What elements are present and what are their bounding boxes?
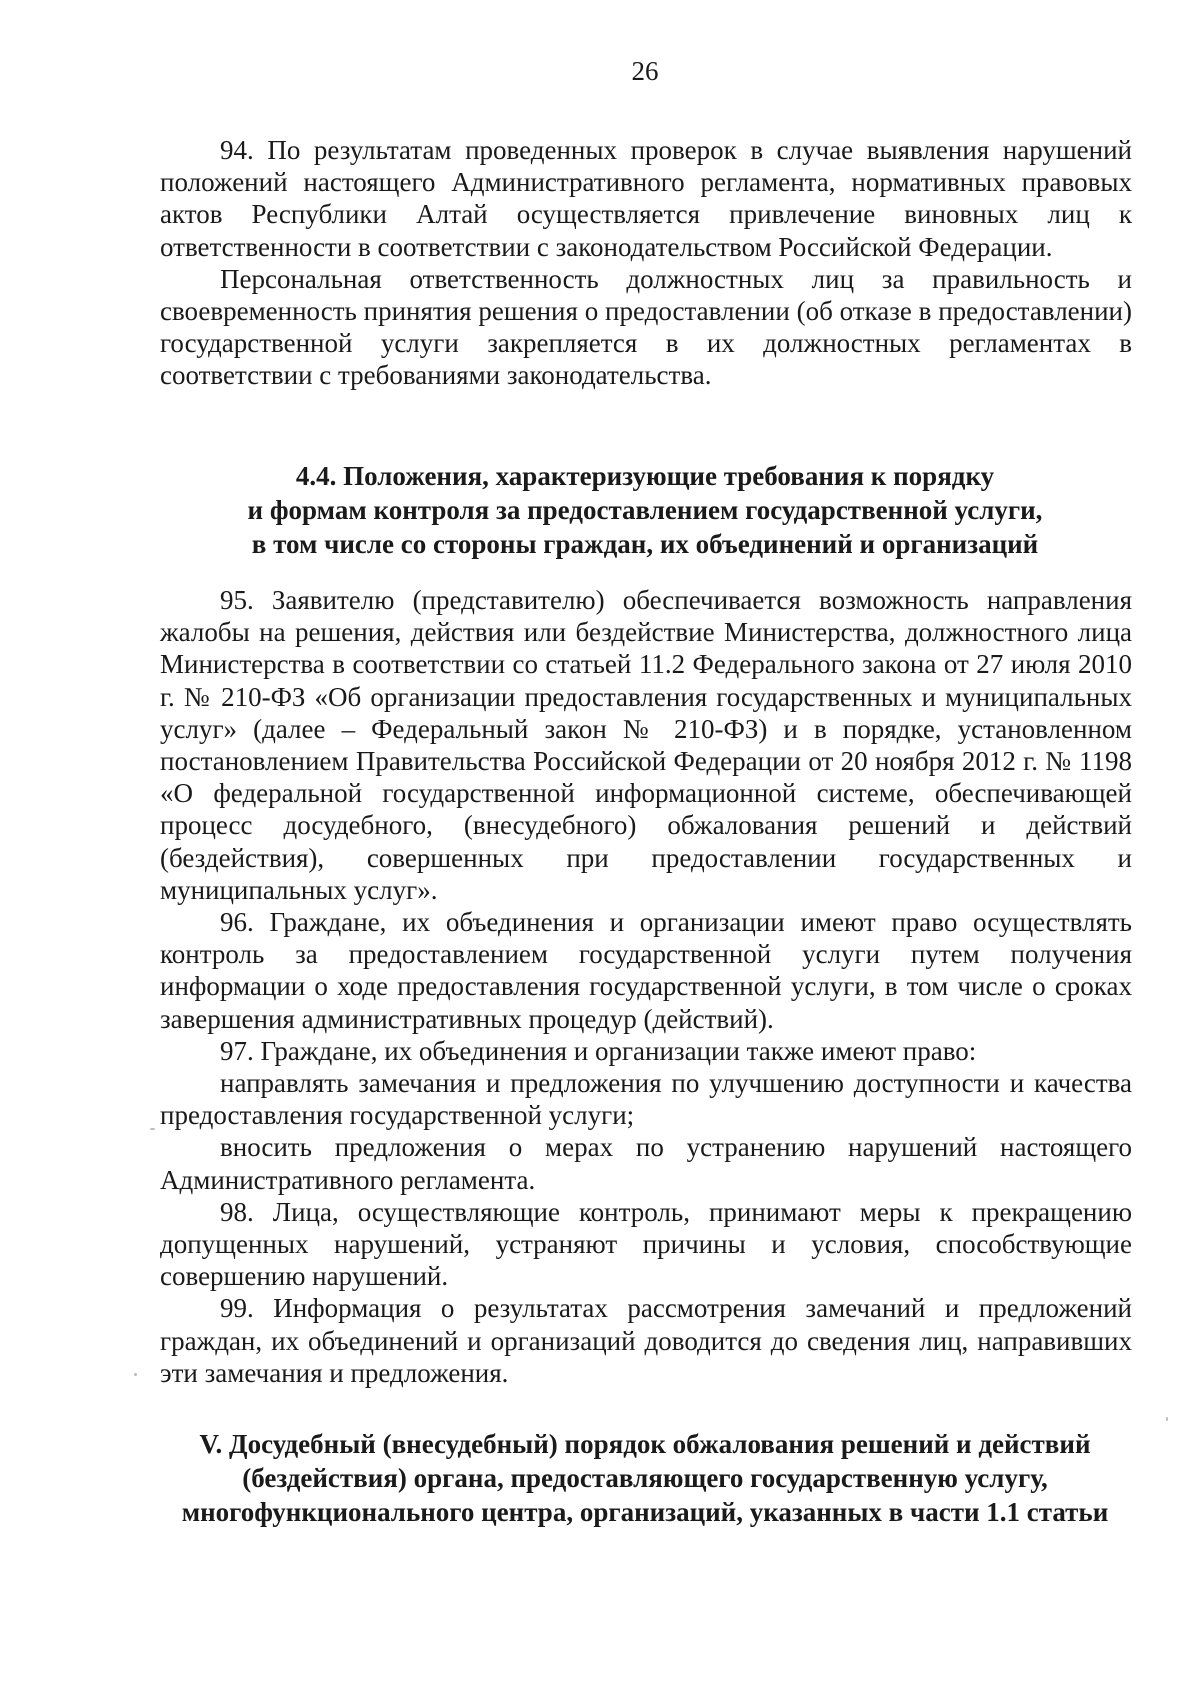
paragraph-97-item-2: вносить предложения о мерах по устранению нарушений настоящего Административного регламента. (160, 1132, 1132, 1195)
paragraph-94: 94. По результатам проведенных проверок в случае выявления нарушений положений настоящего Административного регламента, нормативных правовых актов Республики Алтай осуществляется привлечение виновных лиц к ответственности в соответствии с законодательством Российской Федерации. (160, 135, 1132, 262)
section-heading-v (140, 1427, 1150, 1529)
paragraph-99: 99. Информация о результатах рассмотрения замечаний и предложений граждан, их объединений и организаций доводится до сведения лиц, направивших эти замечания и предложения. (160, 1293, 1132, 1388)
section-4-3-text (160, 134, 1132, 392)
scan-speck (1166, 1417, 1168, 1421)
section-4-4-text (160, 584, 1132, 1389)
paragraph-97-item-1: направлять замечания и предложения по улучшению доступности и качества предоставления государственной услуги; (160, 1068, 1132, 1131)
heading-line: и формам контроля за предоставлением государственной услуги, (247, 495, 1043, 525)
heading-line: многофункционального центра, организаций, указанных в части 1.1 статьи (181, 1497, 1109, 1527)
heading-line: V. Досудебный (внесудебный) порядок обжалования решений и действий (199, 1429, 1091, 1459)
section-heading-4-4 (140, 459, 1150, 561)
heading-line: 4.4. Положения, характеризующие требования к порядку (295, 461, 995, 491)
heading-line: (бездействия) органа, предоставляющего государственную услугу, (242, 1463, 1048, 1493)
heading-line: в том числе со стороны граждан, их объединений и организаций (251, 529, 1039, 559)
scan-speck (150, 1128, 155, 1130)
paragraph-personal-responsibility: Персональная ответственность должностных лиц за правильность и своевременность принятия решения о предоставлении (об отказе в предоставлении) государственной услуги закрепляется в их должностных регламентах в соответствии с требованиями законодательства. (160, 263, 1132, 391)
paragraph-96: 96. Граждане, их объединения и организации имеют право осуществлять контроль за предоставлением государственной услуги путем получения информации о ходе предоставления государственной услуги, в том числе о сроках завершения административных процедур (действий). (160, 907, 1132, 1034)
paragraph-95: 95. Заявителю (представителю) обеспечивается возможность направления жалобы на решения, действия или бездействие Министерства, должностного лица Министерства в соответствии со статьей 11.2 Федерального закона от 27 июля 2010 г. № 210-ФЗ «Об организации предоставления государственных и муниципальных услуг» (далее – Федеральный закон № 210-ФЗ) и в порядке, установленном постановлением Правительства Российской Федерации от 20 ноября 2012 г. № 1198 «О федеральной государственной информационной системе, обеспечивающей процесс досудебного, (внесудебного) обжалования решений и действий (бездействия), совершенных при предоставлении государственных и муниципальных услуг». (160, 585, 1132, 905)
paragraph-97: 97. Граждане, их объединения и организации также имеют право: (220, 1035, 977, 1066)
page-number: 26 (631, 56, 659, 86)
paragraph-98: 98. Лица, осуществляющие контроль, принимают меры к прекращению допущенных нарушений, устраняют причины и условия, способствующие совершению нарушений. (160, 1196, 1132, 1292)
scan-speck (134, 1373, 137, 1376)
